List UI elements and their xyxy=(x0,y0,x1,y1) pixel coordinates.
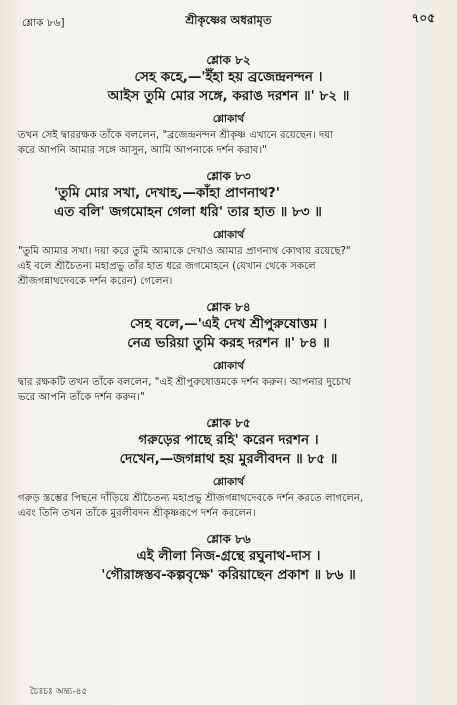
translation-label: শ্লোকার্থ xyxy=(212,476,245,488)
translation-line: গরুড় স্তম্ভের পিছনে দাঁড়িয়ে শ্রীচৈতন্য মহাপ্রভু শ্রীজগন্নাথদেবকে দর্শন করতে লাগলেন, xyxy=(18,493,364,504)
verse-section-84 xyxy=(18,299,439,405)
verse-line: সেহ বলে,—'এই দেখ শ্রীপুরুষোত্তম । xyxy=(129,316,328,332)
header-page-number: ৭০৫ xyxy=(411,11,435,25)
translation-line: করে আপনি আমার সঙ্গে আসুন, আমি আপনাকে দর্শন করাব।" xyxy=(18,145,267,156)
verse-heading: শ্লোক ৮২ xyxy=(206,53,251,67)
verse-heading: শ্লোক ৮৬ xyxy=(206,532,251,546)
verse-section-85 xyxy=(18,415,439,521)
verse-line: এত বলি' জগমোহন গেলা ধরি' তার হাত ॥ ৮৩ ॥ xyxy=(54,204,322,220)
header-verse-range: শ্লোক ৮৬] xyxy=(22,17,65,29)
verse-heading: শ্লোক ৮৫ xyxy=(206,416,251,430)
translation-line: "তুমি আমার সখা। দয়া করে তুমি আমাকে দেখাও আমার প্রাণনাথ কোথায় রয়েছে?" xyxy=(18,246,351,257)
translation-line: এবং তিনি তখন তাঁকে মুরলীবদন শ্রীকৃষ্ণরূপে দর্শন করলেন। xyxy=(18,508,256,519)
verse-heading: শ্লোক ৮৪ xyxy=(206,300,251,314)
translation-line: দ্বার রক্ষকটি তখন তাঁকে বললেন, "এই শ্রীপুরুষোত্তমকে দর্শন করুন। আপনার দুচোখ xyxy=(18,377,351,388)
translation-label: শ্লোকার্থ xyxy=(212,360,245,372)
page-footer-signature: চৈঃচঃ অন্ত্য-৪৫ xyxy=(30,687,88,697)
verse-line: নেত্র ভরিয়া তুমি করহ দরশন ॥' ৮৪ ॥ xyxy=(127,335,330,351)
verse-line: সেহ কহে,—'ইঁহা হয় ব্রজেন্দ্রনন্দন । xyxy=(134,69,323,85)
page-header xyxy=(22,10,435,32)
verse-line: আইস তুমি মোর সঙ্গে, করাঙ দরশন ॥' ৮২ ॥ xyxy=(107,88,350,104)
translation-label: শ্লোকার্থ xyxy=(212,229,245,241)
verse-line: গরুড়ের পাছে রহি' করেন দরশন । xyxy=(138,432,319,448)
translation-line: ভরে আপনি তাঁকে দর্শন করুন।" xyxy=(18,392,145,403)
translation-line: শ্রীজগন্নাথদেবকে দর্শন করেন) গেলেন। xyxy=(18,276,173,287)
verse-section-83 xyxy=(18,168,439,289)
translation-line: তখন সেই দ্বাররক্ষক তাঁকে বললেন, "ব্রজেন্দ্রনন্দন শ্রীকৃষ্ণ এখানে রয়েছেন। দয়া xyxy=(18,130,334,141)
header-chapter-title: শ্রীকৃষ্ণের অধরামৃত xyxy=(185,13,272,27)
verse-section-82 xyxy=(18,52,439,158)
verse-line: 'তুমি মোর সখা, দেখাহ,—কাঁহা প্রাণনাথ?' xyxy=(54,185,280,201)
translation-line: এই বলে শ্রীচৈতন্য মহাপ্রভু তাঁর হাত ধরে জগমোহনে (যেখান থেকে সকলে xyxy=(18,261,316,272)
verse-line: এই লীলা নিজ-গ্রন্থে রঘুনাথ-দাস । xyxy=(136,548,321,564)
page-content xyxy=(18,52,439,585)
verse-heading: শ্লোক ৮৩ xyxy=(206,169,251,183)
verse-section-86 xyxy=(18,531,439,585)
translation-label: শ্লোকার্থ xyxy=(212,113,245,125)
verse-line: 'গৌরাঙ্গস্তব-কল্পবৃক্ষে' করিয়াছেন প্রকাশ ॥ ৮৬ ॥ xyxy=(101,567,356,583)
verse-line: দেখেন,—জগন্নাথ হয় মুরলীবদন ॥ ৮৫ ॥ xyxy=(119,451,338,467)
